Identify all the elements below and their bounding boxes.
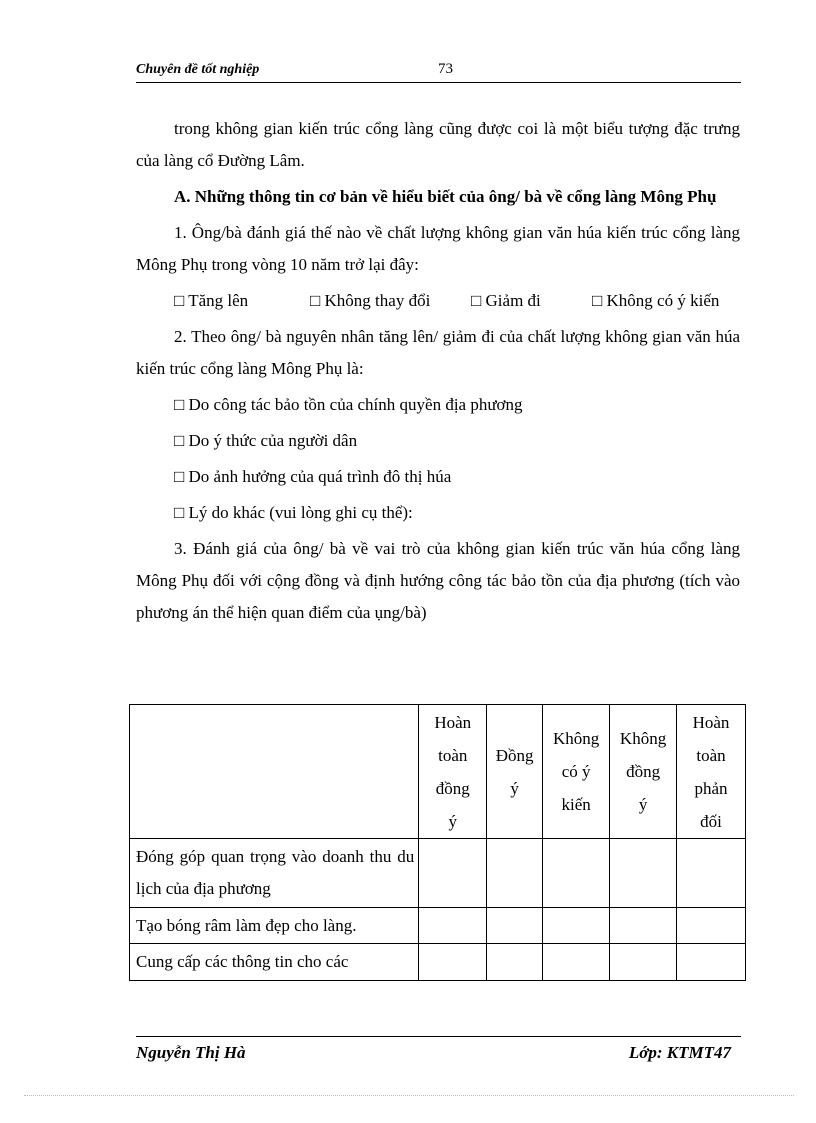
- page-header: [136, 60, 741, 83]
- answer-cell[interactable]: [543, 839, 610, 908]
- answer-cell[interactable]: [610, 839, 677, 908]
- q1-option-no-change[interactable]: □ Không thay đổi: [310, 291, 431, 310]
- section-a-heading: A. Những thông tin cơ bản về hiểu biết của ông/ bà về cổng làng Mông Phụ: [174, 187, 717, 206]
- table-header-row: [130, 705, 746, 839]
- answer-cell[interactable]: [677, 944, 746, 981]
- answer-cell[interactable]: [543, 908, 610, 944]
- table-row: [130, 944, 746, 981]
- answer-cell[interactable]: [610, 908, 677, 944]
- q2-option-other[interactable]: □ Lý do khác (vui lòng ghi cụ thể):: [174, 503, 413, 522]
- answer-cell[interactable]: [610, 944, 677, 981]
- header-strongly-disagree: Hoàn toàn phản đối: [677, 705, 746, 839]
- answer-cell[interactable]: [487, 839, 543, 908]
- q1-option-increase[interactable]: □ Tăng lên: [174, 291, 249, 310]
- q2-option-residents-awareness[interactable]: □ Do ý thức của người dân: [174, 431, 358, 450]
- question-1: 1. Ông/bà đánh giá thế nào về chất lượng không gian văn húa kiến trúc cổng làng Mông Phụ trong vòng 10 năm trở lại đây:: [136, 223, 740, 274]
- row-label: Cung cấp các thông tin cho các: [130, 944, 419, 981]
- header-disagree: Không đồng ý: [610, 705, 677, 839]
- header-no-opinion: Không có ý kiến: [543, 705, 610, 839]
- question-2: 2. Theo ông/ bà nguyên nhân tăng lên/ giảm đi của chất lượng không gian văn húa kiến trúc cổng làng Mông Phụ là:: [136, 327, 740, 378]
- row-label: Đóng góp quan trọng vào doanh thu du lịch của địa phương: [130, 839, 419, 908]
- header-blank-cell: [130, 705, 419, 839]
- q1-option-decrease[interactable]: □ Giảm đi: [471, 291, 541, 310]
- answer-cell[interactable]: [677, 908, 746, 944]
- answer-cell[interactable]: [543, 944, 610, 981]
- q1-options: [174, 285, 740, 317]
- answer-cell[interactable]: [487, 944, 543, 981]
- table-row: [130, 839, 746, 908]
- footer-class: Lớp: KTMT47: [628, 1043, 731, 1062]
- document-body: [136, 113, 740, 633]
- table-row: [130, 908, 746, 944]
- row-label: Tạo bóng râm làm đẹp cho làng.: [130, 908, 419, 944]
- bottom-dotted-line: [24, 1095, 794, 1096]
- page-footer: [136, 1036, 741, 1062]
- q2-option-urbanization[interactable]: □ Do ảnh hưởng của quá trình đô thị húa: [174, 467, 452, 486]
- page-number: 73: [438, 61, 453, 77]
- header-agree: Đồng ý: [487, 705, 543, 839]
- q2-option-local-government[interactable]: □ Do công tác bảo tồn của chính quyền địa phương: [174, 395, 523, 414]
- answer-cell[interactable]: [487, 908, 543, 944]
- header-title: Chuyên đề tốt nghiệp: [136, 62, 260, 77]
- answer-cell[interactable]: [419, 908, 487, 944]
- answer-cell[interactable]: [677, 839, 746, 908]
- header-strongly-agree: Hoàn toàn đồng ý: [419, 705, 487, 839]
- survey-table: [129, 704, 746, 981]
- question-3: 3. Đánh giá của ông/ bà về vai trò của không gian kiến trúc văn húa cổng làng Mông Phụ đối với cộng đồng và định hướng công tác bảo tồn của địa phương (tích vào phương án thể hiện quan điểm của ụng/bà): [136, 539, 740, 622]
- q1-option-no-opinion[interactable]: □ Không có ý kiến: [592, 291, 720, 310]
- answer-cell[interactable]: [419, 944, 487, 981]
- answer-cell[interactable]: [419, 839, 487, 908]
- footer-author: Nguyễn Thị Hà: [136, 1043, 246, 1062]
- intro-paragraph: trong không gian kiến trúc cổng làng cũng được coi là một biểu tượng đặc trưng của làng cổ Đường Lâm.: [136, 119, 740, 170]
